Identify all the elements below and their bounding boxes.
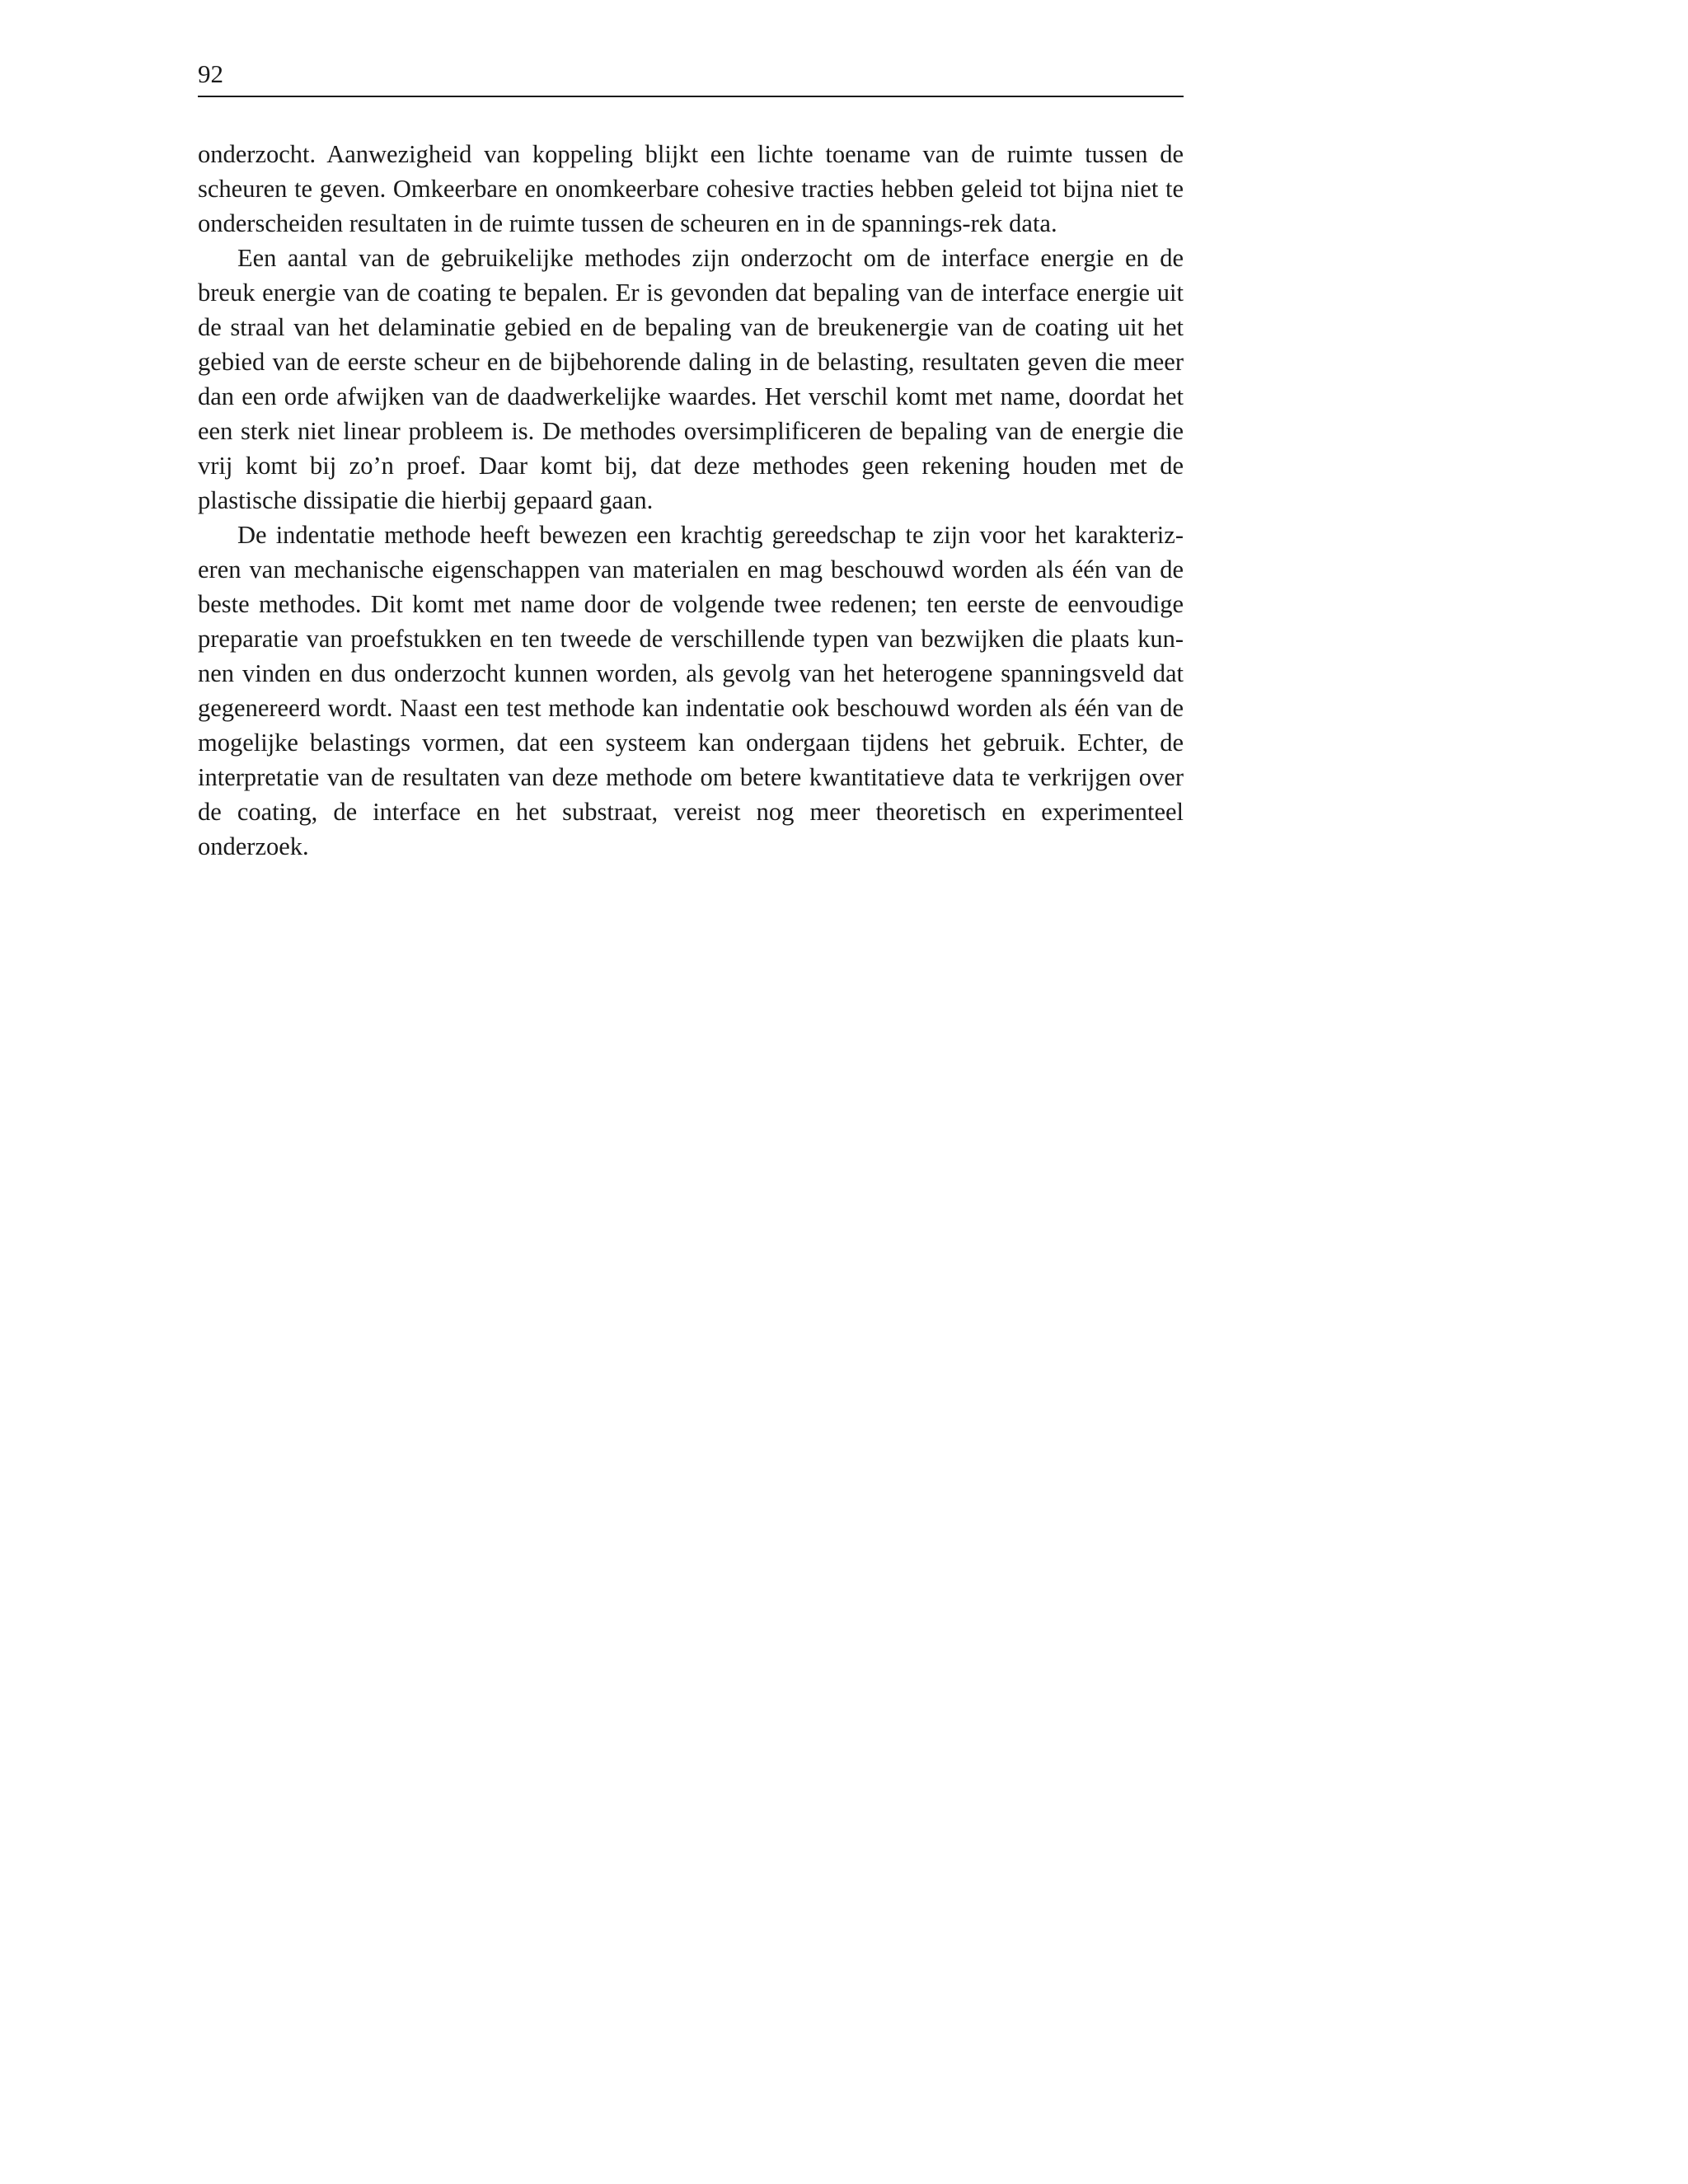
paragraph-1: onderzocht. Aanwezigheid van koppeling blijkt een lichte toename van de ruimte tussen de scheuren te geven. Omkeerbare en onomkeerbare cohesive tracties hebben geleid tot bijna niet te onderscheiden resultaten in de ruimte tussen de scheuren en in de spannings-rek data.	[198, 140, 1184, 237]
paragraph-2: Een aantal van de gebruikelijke methodes zijn onderzocht om de interface energie en de breuk energie van de coating te bepalen. Er is gevonden dat bepaling van de interface energie uit de straal van het delaminatie gebied en de bepaling van de breukenergie van de coating uit het gebied van de eerste scheur en de bijbehorende daling in de belasting, resultaten geven die meer dan een orde afwijken van de daadwerkelijke waardes. Het verschil komt met name, doordat het een sterk niet linear probleem is. De methodes oversimplificeren de bepaling van de energie die vrij komt bij zo’n proef. Daar komt bij, dat deze methodes geen rekening houden met de plastische dissipatie die hierbij gepaard gaan.	[198, 244, 1184, 514]
running-header	[198, 58, 1184, 97]
page-number: 92	[198, 59, 223, 88]
paragraph-3: De indentatie methode heeft bewezen een krachtig gereedschap te zijn voor het karakterizeren van mechanische eigenschappen van materialen en mag beschouwd worden als één van de beste methodes. Dit komt met name door de volgende twee redenen; ten eerste de eenvoudige preparatie van proefstukken en ten tweede de verschillende typen van bezwijken die plaats kunnen vinden en dus onderzocht kunnen worden, als gevolg van het heterogene spanningsveld dat gegenereerd wordt. Naast een test methode kan indentatie ook beschouwd worden als één van de mogelijke belastings vormen, dat een systeem kan ondergaan tijdens het gebruik. Echter, de interpretatie van de resultaten van deze methode om betere kwantitatieve data te verkrijgen over de coating, de interface en het substraat, vereist nog meer theoretisch en experimenteel onderzoek.	[198, 521, 1184, 860]
body-text	[198, 137, 1184, 864]
